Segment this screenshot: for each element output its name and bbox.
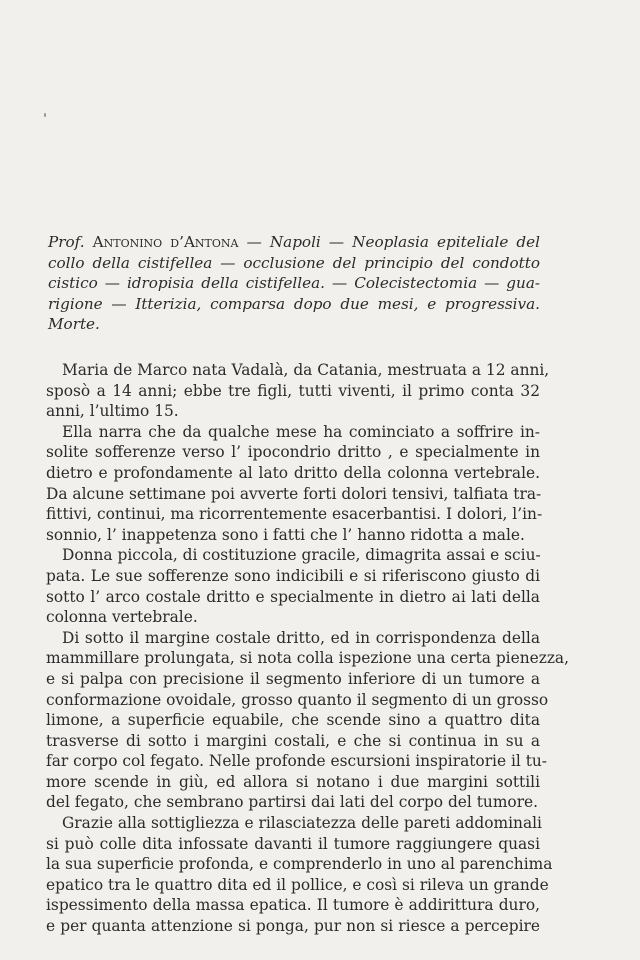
body-line: Grazie alla sottigliezza e rilasciatezza delle pareti addominali — [62, 814, 542, 833]
header-line-2: collo della cistifellea — occlusione del principio del condotto — [48, 253, 540, 272]
body-line: Da alcune settimane poi avverte forti dolori tensivi, talfiata tra- — [46, 484, 542, 503]
body-line: Di sotto il margine costale dritto, ed in corrispondenza della — [62, 628, 540, 647]
body-line: Donna piccola, di costituzione gracile, dimagrita assai e sciu- — [62, 546, 541, 565]
body-line: more scende in giù, ed allora si notano i due margini sottili — [46, 772, 540, 791]
paper-speck — [44, 113, 46, 117]
body-line: trasverse di sotto i margini costali, e che si continua in su a — [46, 731, 540, 750]
body-line: colonna vertebrale. — [46, 608, 198, 627]
body-line: dietro e profondamente al lato dritto della colonna vertebrale. — [46, 463, 540, 482]
body-line: sposò a 14 anni; ebbe tre figli, tutti viventi, il primo conta 32 — [46, 381, 540, 400]
body-line: epatico tra le quattro dita ed il pollice, e così si rileva un grande — [46, 875, 549, 894]
body-line: pata. Le sue sofferenze sono indicibili e si riferiscono giusto di — [46, 566, 540, 585]
body-line: si può colle dita infossate davanti il tumore raggiungere quasi — [46, 834, 540, 853]
body-line: mammillare prolungata, si nota colla ispezione una certa pienezza, — [46, 649, 570, 668]
body-line: Maria de Marco nata Vadalà, da Catania, mestruata a 12 anni, — [62, 361, 550, 379]
header-line-4: rigione — Itterizia, comparsa dopo due mesi, e progressiva. — [48, 294, 540, 313]
body-line: far corpo col fegato. Nelle profonde escursioni inspiratorie il tu- — [46, 752, 548, 771]
header-title-start: — Napoli — Neoplasia epiteliale del — [246, 233, 540, 251]
header-line-3: cistico — idropisia della cistifellea. — Colecistectomia — gua- — [48, 274, 540, 292]
body-line: la sua superficie profonda, e comprenderlo in uno al parenchima — [46, 855, 553, 874]
article-body — [46, 360, 570, 937]
prof-label: Prof. — [48, 233, 85, 251]
body-line: del fegato, che sembrano partirsi dai lati del corpo del tumore. — [46, 793, 539, 812]
author-name: Antonino d’Antona — [92, 233, 239, 251]
body-line: e si palpa con precisione il segmento inferiore di un tumore a — [46, 669, 540, 688]
body-line: anni, l’ultimo 15. — [46, 402, 179, 421]
body-line: limone, a superficie equabile, che scende sino a quattro dita — [46, 711, 540, 730]
header-line-5: Morte. — [48, 315, 100, 333]
body-line: Ella narra che da qualche mese ha cominciato a soffrire in- — [62, 422, 540, 441]
article-header — [48, 232, 540, 335]
body-line: ispessimento della massa epatica. Il tumore è addirittura duro, — [46, 896, 540, 915]
header-line-1 — [48, 232, 540, 253]
body-line: sotto l’ arco costale dritto e specialmente in dietro ai lati della — [46, 587, 540, 606]
body-line: e per quanta attenzione si ponga, pur non si riesce a percepire — [46, 917, 540, 936]
body-line: solite sofferenze verso l’ ipocondrio dritto , e specialmente in — [46, 443, 540, 462]
body-line: fittivi, continui, ma ricorrentemente esacerbantisi. I dolori, l’in- — [46, 505, 543, 524]
body-line: conformazione ovoidale, grosso quanto il segmento di un grosso — [46, 690, 549, 709]
body-line: sonnio, l’ inappetenza sono i fatti che l’ hanno ridotta a male. — [46, 525, 525, 544]
